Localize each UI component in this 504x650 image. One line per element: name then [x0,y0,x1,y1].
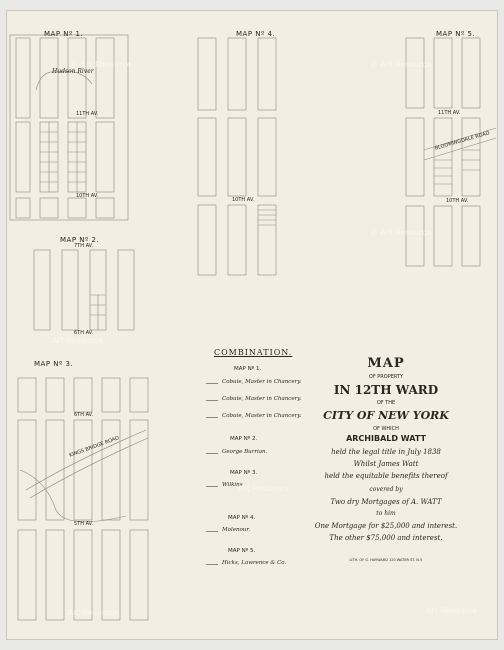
combination-title: COMBINATION. [214,348,293,357]
street-label: 11TH AV. [76,111,99,117]
watermark: © Art Resource [70,60,132,69]
title-text: Whilst James Watt [353,460,419,468]
combination-item: Cobuie, Master in Chancery. [222,413,302,419]
parcel-lines [40,122,86,192]
block-outline [462,38,480,108]
block-outline [198,205,216,275]
block-outline [74,378,92,412]
combination-item: Wilkins [222,482,243,488]
block-outline [258,38,276,110]
block-outline [34,250,50,330]
block-outline [462,118,480,196]
title-city: CITY OF NEW YORK [323,409,449,422]
title-subtitle: OF WHICH [373,426,399,432]
block-outline [102,378,120,412]
map1-label: MAP Nº 1. [44,30,84,38]
block-outline [46,530,64,620]
combination-head: MAP Nº 3. [230,470,258,476]
parcel-lines [258,210,276,225]
street-label: 11TH AV. [438,110,461,116]
watermark: © Art Resource [370,60,432,69]
block-outline [406,118,424,196]
title-text: to him [376,510,396,517]
swatch-line [206,400,218,401]
block-outline [16,122,30,192]
block-outline [16,198,30,218]
block-outline [434,206,452,266]
street-label: 10TH AV. [446,198,469,204]
swatch-line [206,417,218,418]
block-outline [96,198,114,218]
block-outline [74,530,92,620]
block-outline [434,38,452,108]
block-outline [62,250,78,330]
combination-item: Hicks, Lawrence & Co. [222,560,287,566]
block-outline [130,378,148,412]
combination-item: Cobuie, Master in Chancery. [222,396,302,402]
combination-head: MAP Nº 2. [230,436,258,442]
map4-label: MAP Nº 4. [236,30,276,38]
combination-head: MAP Nº 5. [228,548,256,554]
street-label: 5TH AV. [74,521,94,527]
block-outline [74,420,92,520]
combination-item: George Burrian. [222,449,268,455]
street-label: 6TH AV. [74,412,94,418]
title-text: One Mortgage for $25,000 and interest. [314,522,458,530]
title-subtitle: OF PROPERTY [368,374,404,380]
street-label: KINGS BRIDGE ROAD [68,435,121,459]
title-text: covered by [369,486,403,493]
street-label: 10TH AV. [232,197,255,203]
title-subtitle: OF THE [376,400,396,406]
combination-head: MAP Nº 4. [228,515,256,521]
combination-head: MAP Nº 1. [234,366,262,372]
watermark: Art Resource [52,336,104,345]
watermark: Art Resource [426,606,478,615]
block-outline [198,118,216,196]
title-owner: ARCHIBALD WATT [346,434,426,443]
block-outline [40,38,58,118]
street-label: 10TH AV. [76,193,99,199]
block-outline [130,420,148,520]
combination-item: Cobuie, Master in Chancery. [222,379,302,385]
lithographer-credit: LITH. OF G. HAYWARD 120 WATER ST. N.Y. [349,558,423,562]
combination-item: Molenour. [222,527,251,533]
watermark: Art Resource [238,484,290,493]
street-label: 6TH AV. [74,330,94,336]
parcel-lines [90,295,106,330]
map5-label: MAP Nº 5. [436,30,476,38]
swatch-line [206,383,218,384]
title-ward: IN 12TH WARD [333,383,439,397]
block-outline [228,118,246,196]
street-label: 7TH AV. [74,243,94,249]
title-text: held the legal title in July 1838 [331,448,441,456]
title-text: The other $75,000 and interest. [329,534,443,542]
block-outline [406,38,424,108]
block-outline [228,38,246,110]
swatch-line [206,564,218,565]
block-outline [18,378,36,412]
map2-label: MAP Nº 2. [60,236,100,244]
street-label: BLOOMINGDALE ROAD [434,130,491,152]
title-text: Two dry Mortgages of A. WATT [330,498,442,506]
block-outline [46,378,64,412]
block-outline [96,38,114,118]
watermark: © Art Resource [370,228,432,237]
block-outline [228,205,246,275]
block-outline [96,122,114,192]
block-outline [18,530,36,620]
title-text: held the equitable benefits thereof [324,472,448,480]
block-outline [16,38,30,118]
map-sheet [6,10,498,640]
map3-label: MAP Nº 3. [34,360,74,368]
watermark: Art Resource [68,608,120,617]
block-outline [258,205,276,275]
title-map: MAP [367,356,405,371]
block-outline [40,198,58,218]
block-outline [258,118,276,196]
swatch-line [206,486,218,487]
block-outline [102,530,120,620]
block-outline [68,198,86,218]
map-drawing [6,10,498,640]
block-outline [462,206,480,266]
swatch-line [206,453,218,454]
hudson-river-label: Hudson River [52,68,94,75]
block-outline [68,38,86,118]
swatch-line [206,531,218,532]
block-outline [130,530,148,620]
block-outline [198,38,216,110]
block-outline [118,250,134,330]
